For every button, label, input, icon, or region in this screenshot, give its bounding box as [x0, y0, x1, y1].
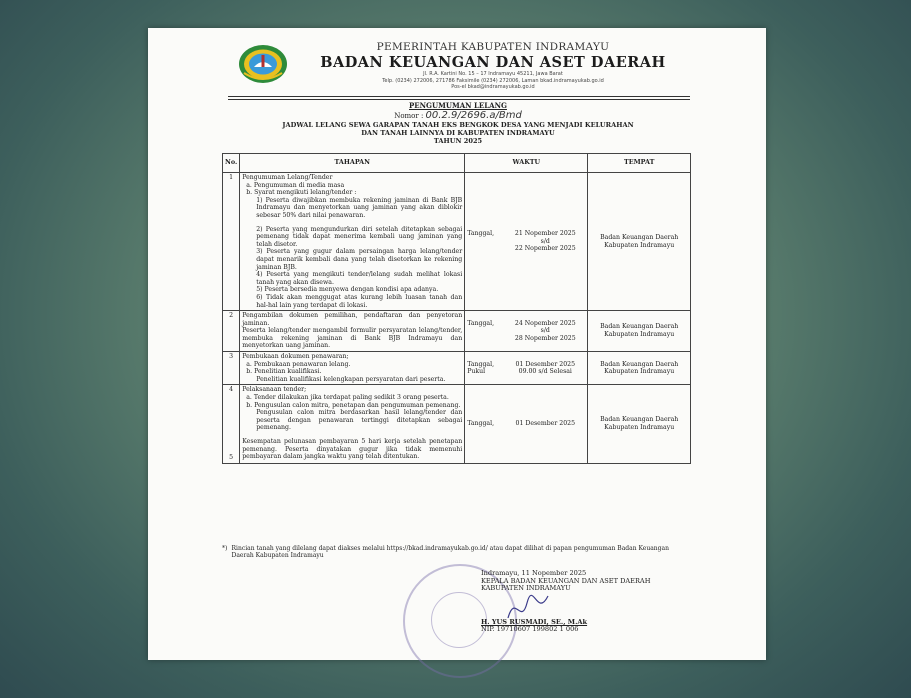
waktu-sd: s/d: [540, 327, 550, 335]
stage-title: Pembukaan dokumen penawaran;: [242, 353, 349, 361]
row-number: [223, 385, 240, 463]
waktu-label: Tanggal,: [467, 420, 495, 428]
tempat-line1: Badan Keuangan Daerah: [600, 360, 679, 368]
row-waktu: [465, 352, 588, 385]
announcement-heading: PENGUMUMAN LELANG: [409, 101, 507, 110]
table-row: [223, 385, 691, 463]
schedule-table: [222, 153, 691, 464]
requirement-item: 5) Peserta bersedia menyewa dengan kondisi apa adanya.: [256, 286, 439, 294]
col-header-no: No.: [223, 154, 240, 173]
requirement-item: 4) Peserta yang mengikuti tender/lelang sudah melihat lokasi tanah yang akan disewa.: [256, 271, 463, 286]
waktu-date: 01 Desember 2025: [515, 360, 576, 368]
stage-sub-b: b. Syarat mengikuti lelang/tender :: [246, 189, 357, 197]
tempat-line2: Kabupaten Indramayu: [604, 331, 675, 339]
stage-sub-a: a. Tender dilakukan jika terdapat paling sedikit 3 orang peserta.: [246, 394, 449, 402]
row-tempat: [588, 173, 691, 311]
waktu-label: Tanggal,: [467, 360, 495, 368]
tempat-line2: Kabupaten Indramayu: [604, 424, 675, 432]
schedule-title-line2: DAN TANAH LAINNYA DI KABUPATEN INDRAMAYU: [361, 129, 555, 137]
waktu-date: 01 Desember 2025: [515, 420, 576, 428]
letterhead-address: Jl. R.A. Kartini No. 15 – 17 Indramayu 45211, Jawa Barat: [423, 71, 563, 77]
row-tahapan: [240, 352, 465, 385]
table-row: [223, 311, 691, 352]
tempat-line1: Badan Keuangan Daerah: [600, 323, 679, 331]
stage-title: Pengumuman Lelang/Tender: [242, 174, 333, 181]
signature-block: [481, 570, 721, 634]
tempat-line2: Kabupaten Indramayu: [604, 241, 675, 249]
row-tahapan: [240, 385, 465, 463]
waktu-label: Tanggal,: [467, 319, 495, 327]
announcement-title: [248, 101, 668, 145]
schedule-title-year: TAHUN 2025: [433, 137, 483, 145]
requirement-item: 6) Tidak akan menggugat atas kurang lebih luasan tanah dan hal-hal lain yang terdapat di lokasi.: [256, 293, 463, 309]
sign-place-date: Indramayu, 11 Nopember 2025: [481, 569, 587, 577]
letterhead-government: PEMERINTAH KABUPATEN INDRAMAYU: [376, 41, 610, 53]
stage-sub-b-desc: Pengusulan calon mitra berdasarkan hasil lelang/tender dan peserta dengan penawaran tertinggi ditetapkan sebagai pemenang.: [256, 409, 463, 432]
waktu-time: 09.00 s/d Selesai: [518, 368, 572, 376]
row-number: 2: [223, 311, 240, 352]
stage-item-5: Kesempatan pelunasan pembayaran 5 hari kerja setelah penetapan pemenang. Peserta dinyatakan gugur jika tidak memenuhi pembayaran dalam jangka waktu yang telah ditentukan.: [242, 438, 463, 461]
letterhead-email: Pos-el bkad@indramayukab.go.id: [451, 84, 535, 90]
footnote-text: Rincian tanah yang dilelang dapat diakses melalui https://bkad.indramayukab.go.id/ atau dapat dilihat di papan pengumuman Badan Keuangan Daerah Kabupaten Indramayu: [231, 545, 669, 559]
row-tempat: [588, 385, 691, 463]
letterhead: [298, 41, 688, 91]
row-number-5: 5: [229, 454, 234, 462]
announcement-number: [248, 110, 668, 121]
stage-title: Pelaksanaan tender;: [242, 386, 307, 394]
letterhead-contact: Telp. (0234) 272006, 271786 Faksimile (0234) 272006, Laman bkad.indramayukab.go.id: [382, 77, 604, 84]
schedule-title-line1: JADWAL LELANG SEWA GARAPAN TANAH EKS BENGKOK DESA YANG MENJADI KELURAHAN: [282, 121, 634, 129]
row-number: 1: [223, 173, 240, 311]
sign-nip: NIP. 19710607 199802 1 006: [481, 625, 579, 634]
row-number: 3: [223, 352, 240, 385]
footnote-marker: *): [222, 545, 228, 552]
waktu-start: 24 Nopember 2025: [514, 319, 576, 327]
tempat-line2: Kabupaten Indramayu: [604, 368, 675, 376]
col-header-tahapan: TAHAPAN: [240, 154, 465, 173]
table-header-row: [223, 154, 691, 173]
sign-position2: KABUPATEN INDRAMAYU: [481, 584, 571, 593]
letterhead-agency: BADAN KEUANGAN DAN ASET DAERAH: [320, 54, 666, 71]
table-row: [223, 352, 691, 385]
stage-sub-b: b. Penelitian kualifikasi.: [246, 368, 322, 376]
requirement-item: 3) Peserta yang gugur dalam persaingan harga lelang/tender dapat menarik kembali dana yang telah disetorkan ke rekening jaminan BJB.: [256, 248, 463, 271]
tempat-line1: Badan Keuangan Daerah: [600, 416, 679, 424]
letterhead-rule: [228, 96, 690, 97]
footnote: [222, 545, 692, 559]
row-waktu: [465, 385, 588, 463]
stage-sub-a: a. Pengumuman di media masa: [246, 181, 345, 189]
col-header-waktu: WAKTU: [465, 154, 588, 173]
row-waktu: [465, 173, 588, 311]
indramayu-logo-icon: [236, 43, 290, 85]
row-number-4: 4: [229, 386, 234, 394]
requirement-item: 2) Peserta yang mengundurkan diri setelah ditetapkan sebagai pemenang tidak dapat menerima kembali uang jaminan yang telah disetor.: [256, 225, 463, 248]
stage-title: Pengambilan dokumen pemilihan, pendaftaran dan penyetoran jaminan.: [242, 312, 463, 327]
waktu-sd: s/d: [540, 237, 550, 245]
col-header-tempat: TEMPAT: [588, 154, 691, 173]
waktu-label: Pukul: [467, 368, 486, 376]
row-tempat: [588, 352, 691, 385]
sign-name: H. YUS RUSMADI, SE., M.Ak: [481, 617, 588, 626]
stage-sub-b: b. Pengusulan calon mitra, penetapan dan pengumuman pemenang.: [246, 401, 461, 409]
stage-desc: Peserta lelang/tender mengambil formulir persyaratan lelang/tender, membuka rekening jaminan di Bank BJB Indramayu dan menyetorkan uang jaminan.: [242, 327, 463, 350]
row-tahapan: [240, 311, 465, 352]
document-page: [148, 28, 766, 660]
waktu-end: 22 Nopember 2025: [514, 245, 576, 253]
letterhead-rule-thin: [228, 99, 690, 100]
row-tempat: [588, 311, 691, 352]
nomor-label: Nomor :: [394, 112, 424, 120]
requirement-item: 1) Peserta diwajibkan membuka rekening jaminan di Bank BJB Indramayu dan menyetorkan uang jaminan yang akan diblokir sebesar 50% dari nilai penawaran.: [256, 196, 463, 219]
stage-sub-b-desc: Penelitian kualifikasi kelengkapan persyaratan dari peserta.: [256, 375, 446, 383]
sign-position1: KEPALA BADAN KEUANGAN DAN ASET DAERAH: [481, 576, 651, 585]
table-row: [223, 173, 691, 311]
stage-sub-a: a. Pembukaan penawaran lelang.: [246, 360, 351, 368]
waktu-end: 28 Nopember 2025: [514, 334, 576, 342]
nomor-value: 00.2.9/2696.a/Bmd: [425, 110, 522, 121]
row-tahapan: [240, 173, 465, 311]
waktu-label: Tanggal,: [467, 230, 495, 238]
tempat-line1: Badan Keuangan Daerah: [600, 233, 679, 241]
waktu-start: 21 Nopember 2025: [514, 230, 576, 238]
row-waktu: [465, 311, 588, 352]
